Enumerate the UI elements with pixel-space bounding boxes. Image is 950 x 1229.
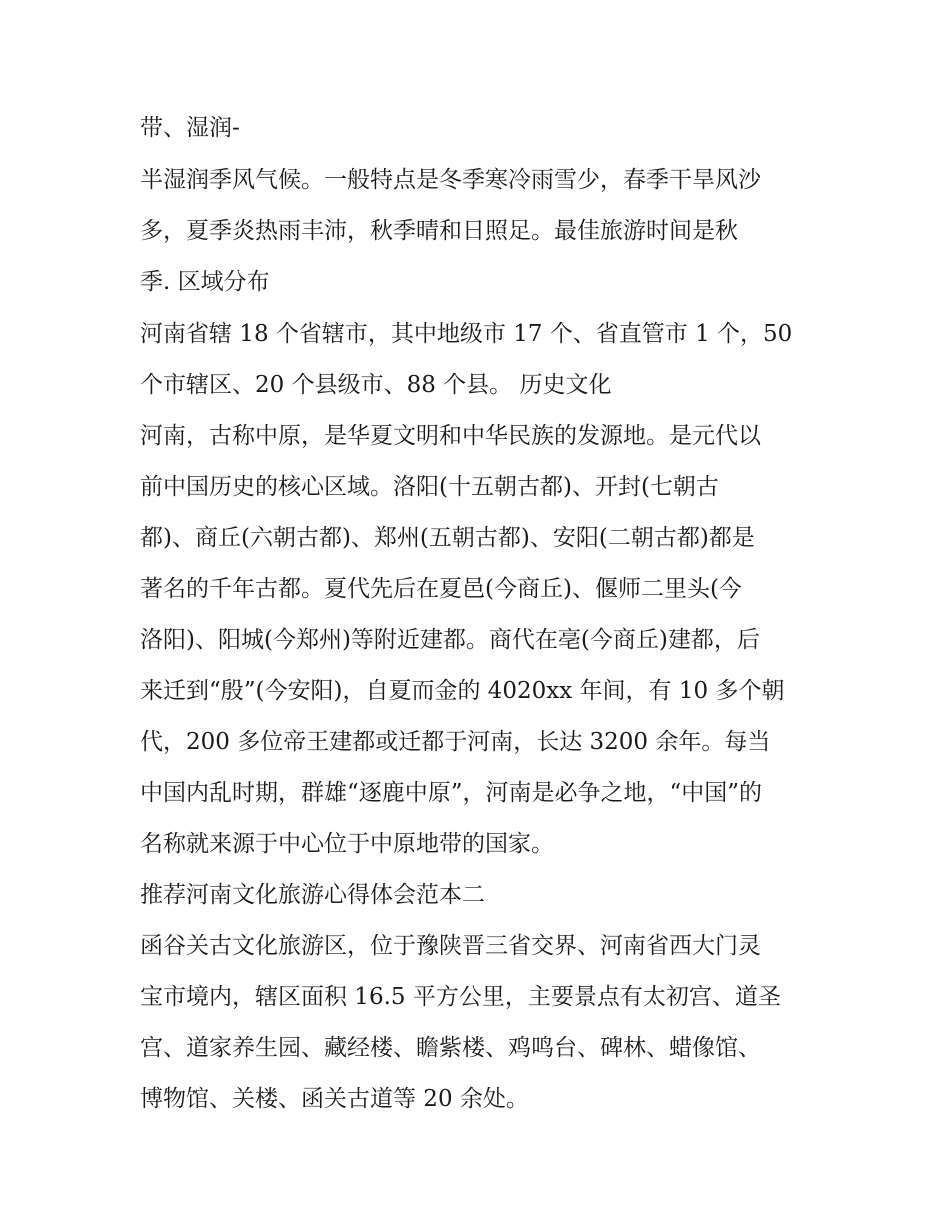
- text-line: 中国内乱时期，群雄“逐鹿中原”，河南是必争之地，“中国”的: [140, 780, 763, 806]
- text-line: 函谷关古文化旅游区，位于豫陕晋三省交界、河南省西大门灵: [140, 933, 761, 959]
- text-line: 多，夏季炎热雨丰沛，秋季晴和日照足。最佳旅游时间是秋: [140, 218, 738, 244]
- text-line: 都)、商丘(六朝古都)、郑州(五朝古都)、安阳(二朝古都)都是: [140, 525, 755, 551]
- text-line: 带、湿润-: [140, 115, 240, 141]
- text-line: 前中国历史的核心区域。洛阳(十五朝古都)、开封(七朝古: [140, 474, 719, 500]
- text-line: 宝市境内，辖区面积 16.5 平方公里，主要景点有太初宫、道圣: [140, 984, 781, 1010]
- text-line: 河南，古称中原，是华夏文明和中华民族的发源地。是元代以: [140, 423, 761, 449]
- text-line: 来迁到“殷”(今安阳)，自夏而金的 4020xx 年间，有 10 多个朝: [140, 678, 785, 704]
- text-line: 季. 区域分布: [140, 269, 270, 295]
- text-line: 代，200 多位帝王建都或迁都于河南，长达 3200 余年。每当: [140, 729, 771, 755]
- text-line: 著名的千年古都。夏代先后在夏邑(今商丘)、偃师二里头(今: [140, 576, 742, 602]
- section-heading: 推荐河南文化旅游心得体会范本二: [140, 882, 485, 908]
- text-line: 宫、道家养生园、藏经楼、瞻紫楼、鸡鸣台、碑林、蜡像馆、: [140, 1035, 761, 1061]
- text-line: 河南省辖 18 个省辖市，其中地级市 17 个、省直管市 1 个，50: [140, 321, 793, 347]
- text-line: 洛阳)、阳城(今郑州)等附近建都。商代在亳(今商丘)建都，后: [140, 627, 760, 653]
- text-line: 个市辖区、20 个县级市、88 个县。 历史文化: [140, 372, 612, 398]
- text-line: 名称就来源于中心位于中原地带的国家。: [140, 831, 554, 857]
- text-line: 博物馆、关楼、函关古道等 20 余处。: [140, 1086, 529, 1112]
- text-line: 半湿润季风气候。一般特点是冬季寒冷雨雪少，春季干旱风沙: [140, 167, 761, 193]
